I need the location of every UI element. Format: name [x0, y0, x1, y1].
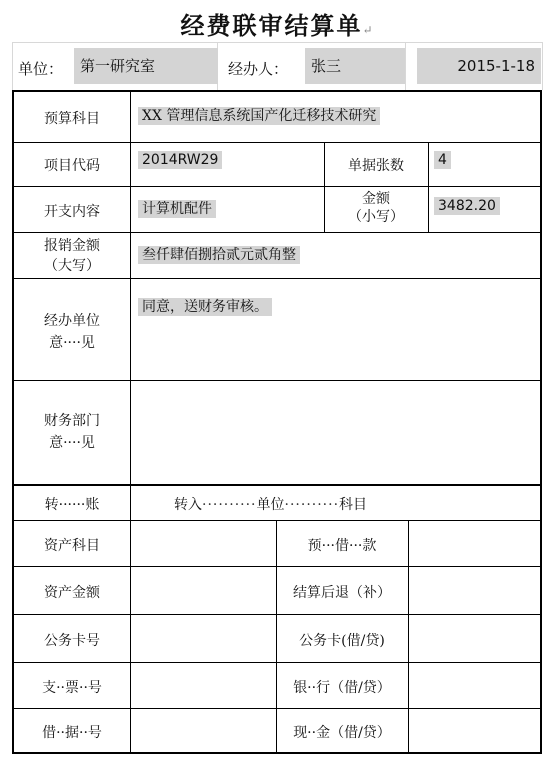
form-title: [0, 6, 555, 41]
amount-big-value: [138, 244, 300, 264]
row-line: [14, 278, 540, 279]
transfer-label: 转······账: [44, 497, 100, 513]
handler-unit-opinion: [138, 296, 272, 316]
unit-value: 第一研究室: [74, 48, 218, 84]
col-line: [408, 520, 409, 752]
amount-big-text: 叁仟肆佰捌拾贰元贰角整: [138, 246, 300, 264]
unit-label: 单位：: [18, 60, 64, 78]
amount-big-label: [14, 236, 130, 276]
project-code-label: 项目代码: [44, 158, 100, 174]
finance-label-line2: 意····见: [49, 435, 95, 451]
header-row: [12, 42, 542, 90]
return-mark: ↵: [362, 23, 375, 37]
amount-small-label-line2: （小写）: [348, 209, 404, 225]
col-line: [130, 92, 131, 752]
row-line: [14, 566, 540, 567]
handler-unit-label-line1: 经办单位: [44, 313, 100, 329]
handler-label: 经办人：: [228, 60, 289, 78]
expense-label: 开支内容: [44, 204, 100, 220]
row-line: [14, 142, 540, 143]
row-bank-label: 银··行（借/贷）: [293, 680, 391, 696]
dot-leader: ··········: [202, 497, 257, 513]
project-code-text: 2014RW29: [138, 151, 222, 169]
form-table: [12, 90, 542, 754]
col-line: [428, 142, 429, 232]
dot-leader: ··········: [284, 497, 340, 513]
row-line: [14, 380, 540, 381]
header-divider: [405, 42, 406, 90]
row-line: [14, 662, 540, 663]
row-line: [14, 520, 540, 521]
amount-small-text: 3482.20: [434, 197, 500, 215]
form-title-text: 经费联审结算单: [180, 11, 363, 40]
finance-label: [14, 410, 130, 454]
handler-unit-label-line2: 意····见: [49, 335, 95, 351]
doc-count-text: 4: [434, 151, 451, 169]
expense-text: 计算机配件: [138, 200, 216, 218]
expense-value: [138, 198, 216, 218]
amount-small-value: [434, 198, 500, 214]
header-divider: [542, 42, 543, 90]
row-line: [14, 186, 540, 187]
transfer-subject-label: 科目: [339, 497, 368, 513]
budget-subject-text: XX 管理信息系统国产化迁移技术研究: [138, 107, 380, 125]
row-cheque-label: 支··票··号: [42, 680, 102, 696]
doc-count-label: 单据张数: [348, 158, 404, 174]
row-settlement-label: 结算后退（补）: [293, 585, 391, 601]
transfer-in-label: 转入: [174, 497, 202, 513]
transfer-line: [174, 494, 367, 514]
budget-subject-value: [138, 105, 380, 125]
project-code-value: [138, 152, 222, 168]
amount-small-label: [324, 190, 428, 226]
row-card-number-label: 公务卡号: [44, 633, 100, 649]
finance-label-line1: 财务部门: [44, 413, 100, 429]
handler-unit-opinion-text: 同意，送财务审核。: [138, 298, 272, 316]
header-top-line: [12, 42, 542, 43]
amount-big-label-line2: （大写）: [44, 258, 100, 274]
row-advance-label: 预···借···款: [307, 538, 377, 554]
transfer-unit-label: 单位: [256, 497, 285, 513]
row-cash-label: 现··金（借/贷）: [293, 725, 391, 741]
handler-value: 张三: [305, 48, 405, 84]
header-divider: [12, 42, 13, 90]
doc-count-value: [434, 152, 451, 168]
budget-subject-label: 预算科目: [44, 111, 100, 127]
row-line-thick: [14, 484, 540, 486]
row-asset-subject-label: 资产科目: [44, 538, 100, 554]
row-line: [14, 708, 540, 709]
date-value: 2015-1-18: [417, 48, 541, 84]
row-line: [14, 614, 540, 615]
amount-big-label-line1: 报销金额: [44, 238, 100, 254]
row-asset-amount-label: 资产金额: [44, 585, 100, 601]
handler-unit-label: [14, 310, 130, 354]
amount-small-label-line1: 金额: [362, 191, 390, 207]
row-line: [14, 232, 540, 233]
row-card-debit-label: 公务卡(借/贷): [299, 633, 385, 649]
row-receipt-label: 借··据··号: [42, 725, 102, 741]
